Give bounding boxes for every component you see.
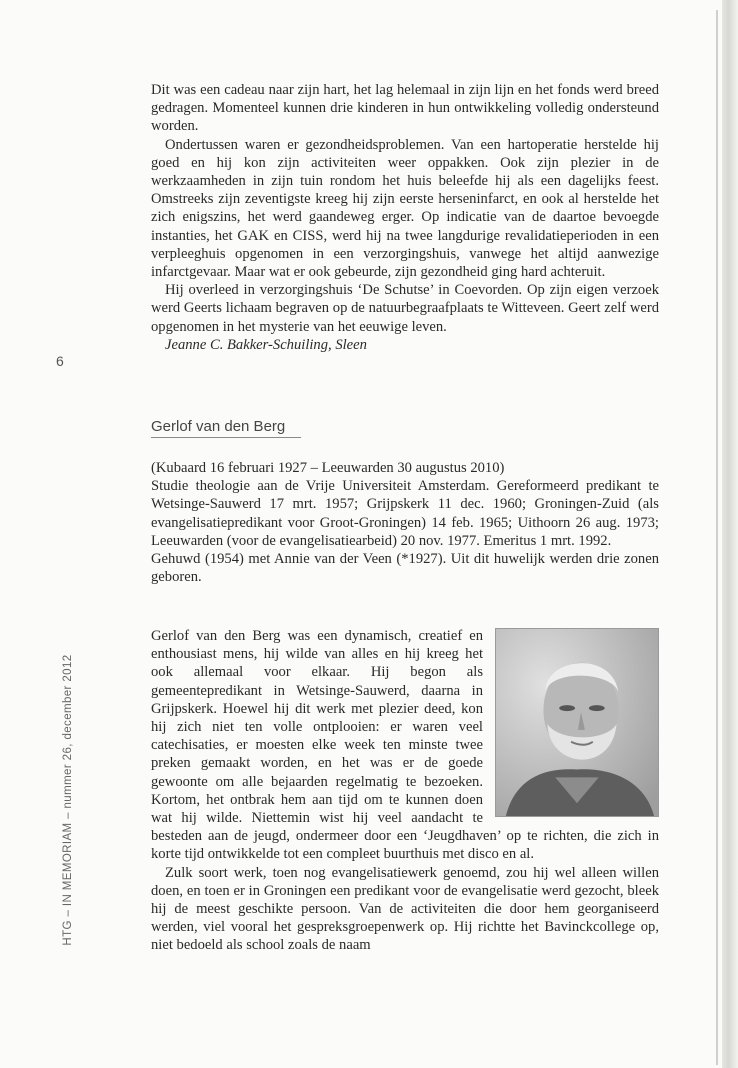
page-gutter — [722, 0, 738, 1068]
article-heading: Gerlof van den Berg — [151, 418, 286, 435]
paragraph: Ondertussen waren er gezondheidsproblemen. Van een hartoperatie herstelde hij goed en hij kon zijn activiteiten weer oppakken. Ook zijn plezier in de werkzaamheden in zijn tuin rondom het huis beleefde hij als een dagelijks feest. Omstreeks zijn zeventigste kreeg hij zijn eerste herseninfarct, en ook al herstelde het zich enigszins, het werd gaandeweg erger. Op indicatie van de daartoe bevoegde instanties, het GAK en CISS, werd hij na twee langdurige revalidatieperioden in een verpleeghuis opgenomen in een verzorgingshuis, vanwege het altijd aanwezige infarctgevaar. Maar wat er ook gebeurde, zijn gezondheid ging hard achteruit. — [151, 136, 659, 281]
heading-underline — [151, 437, 301, 438]
bio-dates: (Kubaard 16 februari 1927 – Leeuwarden 30 augustus 2010) — [151, 460, 505, 476]
article-body — [151, 627, 659, 955]
previous-article-ending — [151, 81, 659, 354]
paragraph: Gerlof van den Berg was een dynamisch, creatief en enthousiast mens, hij wilde van alles en hij kreeg het ook allemaal voor elkaar. Hij begon als gemeentepredikant in Wetsinge-Sauwerd, daarna in Grijpskerk. Hoewel hij dit werk met plezier deed, kon hij zich niet ten volle ontplooien: er waren veel catechisaties, er moesten elke week ten minste twee preken gemaakt worden, en het was er de goede gewoonte om alle bejaarden regelmatig te bezoeken. Kortom, het ontbrak hem aan tijd om te kunnen doen wat hij wilde. Niettemin wist hij veel aandacht te besteden aan de jeugd, ondermeer door een ‘Jeugdhaven’ op te richten, die zich in korte tijd ontwikkelde tot een compleet buurthuis met disco en al. — [151, 628, 659, 863]
portrait-image — [496, 629, 658, 816]
paragraph: Zulk soort werk, toen nog evangelisatiewerk genoemd, zou hij wel alleen willen doen, en toen er in Groningen een predikant voor de evangelisatie werd gezocht, bleek hij de meest geschikte persoon. Van de activiteiten die door hem georganiseerd werden, viel vooral het gespreksgroepenwerk op. Hij richtte het Bavinckcollege op, niet bedoeld als school zoals de naam — [151, 864, 659, 954]
paragraph: Dit was een cadeau naar zijn hart, het lag helemaal in zijn lijn en het fonds werd breed gedragen. Momenteel kunnen drie kinderen in hun ontwikkeling volledig ondersteund worden. — [151, 82, 659, 135]
running-sidebar-title: HTG – IN MEMORIAM – nummer 26, december 2012 — [62, 654, 74, 946]
portrait-photo — [495, 628, 659, 817]
biographical-details — [151, 459, 659, 586]
page-edge-line — [716, 10, 718, 1065]
paragraph: Hij overleed in verzorgingshuis ‘De Schutse’ in Coevorden. Op zijn eigen verzoek werd Geerts lichaam begraven op de natuurbegraafplaats te Witteveen. Geert zelf werd opgenomen in het mysterie van het eeuwige leven. — [151, 282, 659, 335]
author-signature: Jeanne C. Bakker-Schuiling, Sleen — [165, 336, 367, 353]
page-number: 6 — [56, 353, 64, 369]
bio-career: Studie theologie aan de Vrije Universiteit Amsterdam. Gereformeerd predikant te Wetsinge-Sauwerd 17 mrt. 1957; Grijpskerk 11 dec. 1960; Groningen-Zuid (als evangelisatiepredikant voor Groot-Groningen) 14 feb. 1965; Uithoorn 26 aug. 1973; Leeuwarden (voor de evangelisatiearbeid) 20 nov. 1977. Emeritus 1 mrt. 1992. — [151, 478, 659, 549]
bio-family: Gehuwd (1954) met Annie van der Veen (*1927). Uit dit huwelijk werden drie zonen geboren. — [151, 551, 659, 586]
